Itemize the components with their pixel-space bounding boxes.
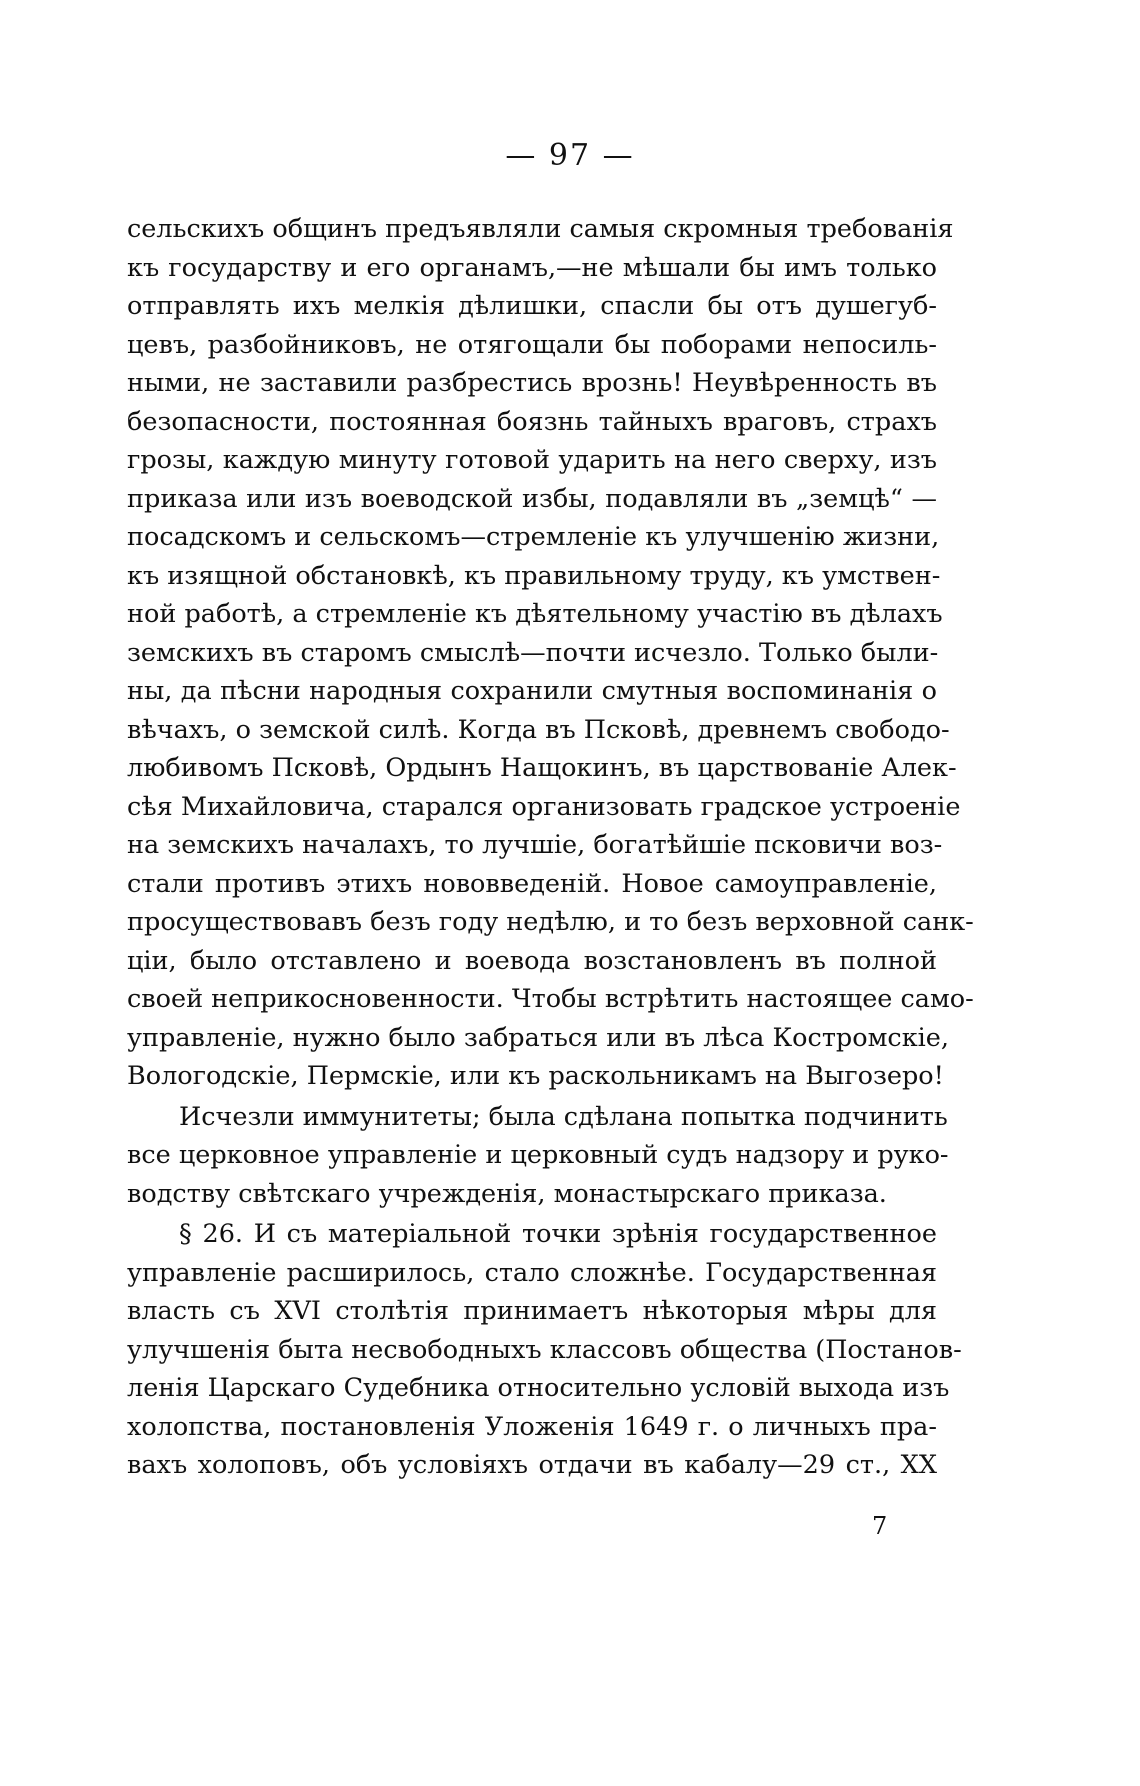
text-line: просуществовавъ безъ году недѣлю, и то безъ верховной санк- bbox=[127, 907, 974, 937]
text-line: Исчезли иммунитеты; была сдѣлана попытка подчинить bbox=[179, 1101, 948, 1132]
text-line: водству свѣтскаго учрежденія, монастырскаго приказа. bbox=[127, 1178, 887, 1209]
text-line: цевъ, разбойниковъ, не отягощали бы поборами непосиль- bbox=[127, 329, 937, 360]
text-line: земскихъ въ старомъ смыслѣ—почти исчезло. Только были- bbox=[127, 637, 939, 668]
text-line: къ изящной обстановкѣ, къ правильному труду, къ умствен- bbox=[127, 560, 941, 591]
page-number-header: — 97 — bbox=[505, 138, 635, 173]
text-line: управленіе, нужно было забраться или въ лѣса Костромскіе, bbox=[127, 1022, 950, 1053]
text-line: стали противъ этихъ нововведеній. Новое самоуправленіе, bbox=[127, 868, 937, 899]
text-line: вахъ холоповъ, объ условіяхъ отдачи въ кабалу—29 ст., XX bbox=[127, 1450, 937, 1480]
text-line: любивомъ Псковѣ, Ордынъ Нащокинъ, въ царствованіе Алек- bbox=[127, 753, 957, 783]
text-line: ны, да пѣсни народныя сохранили смутныя воспоминанія о bbox=[127, 676, 937, 706]
paragraph bbox=[127, 1098, 949, 1214]
text-line: § 26. И съ матеріальной точки зрѣнія государственное bbox=[179, 1219, 937, 1249]
text-line: сѣя Михайловича, старался организовать градское устроеніе bbox=[127, 791, 961, 822]
text-line: холопства, постановленія Уложенія 1649 г. о личныхъ пра- bbox=[127, 1411, 937, 1442]
text-line: ными, не заставили разбрестись врознь! Неувѣренность въ bbox=[127, 368, 937, 398]
text-line: ціи, было отставлено и воевода возстановленъ въ полной bbox=[127, 945, 937, 976]
text-line: грозы, каждую минуту готовой ударить на него сверху, изъ bbox=[127, 445, 937, 475]
text-line: управленіе расширилось, стало сложнѣе. Государственная bbox=[127, 1257, 937, 1288]
text-line: ной работѣ, а стремленіе къ дѣятельному участію въ дѣлахъ bbox=[127, 599, 943, 629]
body-text bbox=[127, 210, 974, 1485]
text-line: Вологодскіе, Пермскіе, или къ раскольникамъ на Выгозеро! bbox=[127, 1061, 944, 1091]
text-line: отправлять ихъ мелкія дѣлишки, спасли бы отъ душегуб- bbox=[127, 291, 937, 321]
text-line: своей неприкосновенности. Чтобы встрѣтить настоящее само- bbox=[127, 984, 974, 1014]
text-line: посадскомъ и сельскомъ—стремленіе къ улучшенію жизни, bbox=[127, 522, 940, 552]
text-line: улучшенія быта несвободныхъ классовъ общества (Постанов- bbox=[127, 1334, 962, 1365]
text-line: вѣчахъ, о земской силѣ. Когда въ Псковѣ, древнемъ свободо- bbox=[127, 714, 950, 745]
text-line: приказа или изъ воеводской избы, подавляли въ „земцѣ“ — bbox=[127, 483, 937, 514]
text-line: безопасности, постоянная боязнь тайныхъ враговъ, страхъ bbox=[127, 406, 937, 437]
printer-signature-mark: 7 bbox=[872, 1512, 888, 1540]
text-line: власть съ XVI столѣтія принимаетъ нѣкоторыя мѣры для bbox=[127, 1296, 937, 1326]
text-line: сельскихъ общинъ предъявляли самыя скромныя требованія bbox=[127, 214, 954, 244]
paragraph bbox=[127, 210, 974, 1096]
text-line: все церковное управленіе и церковный судъ надзору и руко- bbox=[127, 1140, 949, 1170]
text-line: ленія Царскаго Судебника относительно условій выхода изъ bbox=[127, 1373, 950, 1403]
text-line: къ государству и его органамъ,—не мѣшали бы имъ только bbox=[127, 252, 937, 283]
paragraph bbox=[127, 1215, 962, 1485]
text-line: на земскихъ началахъ, то лучшіе, богатѣйшіе псковичи воз- bbox=[127, 830, 943, 860]
